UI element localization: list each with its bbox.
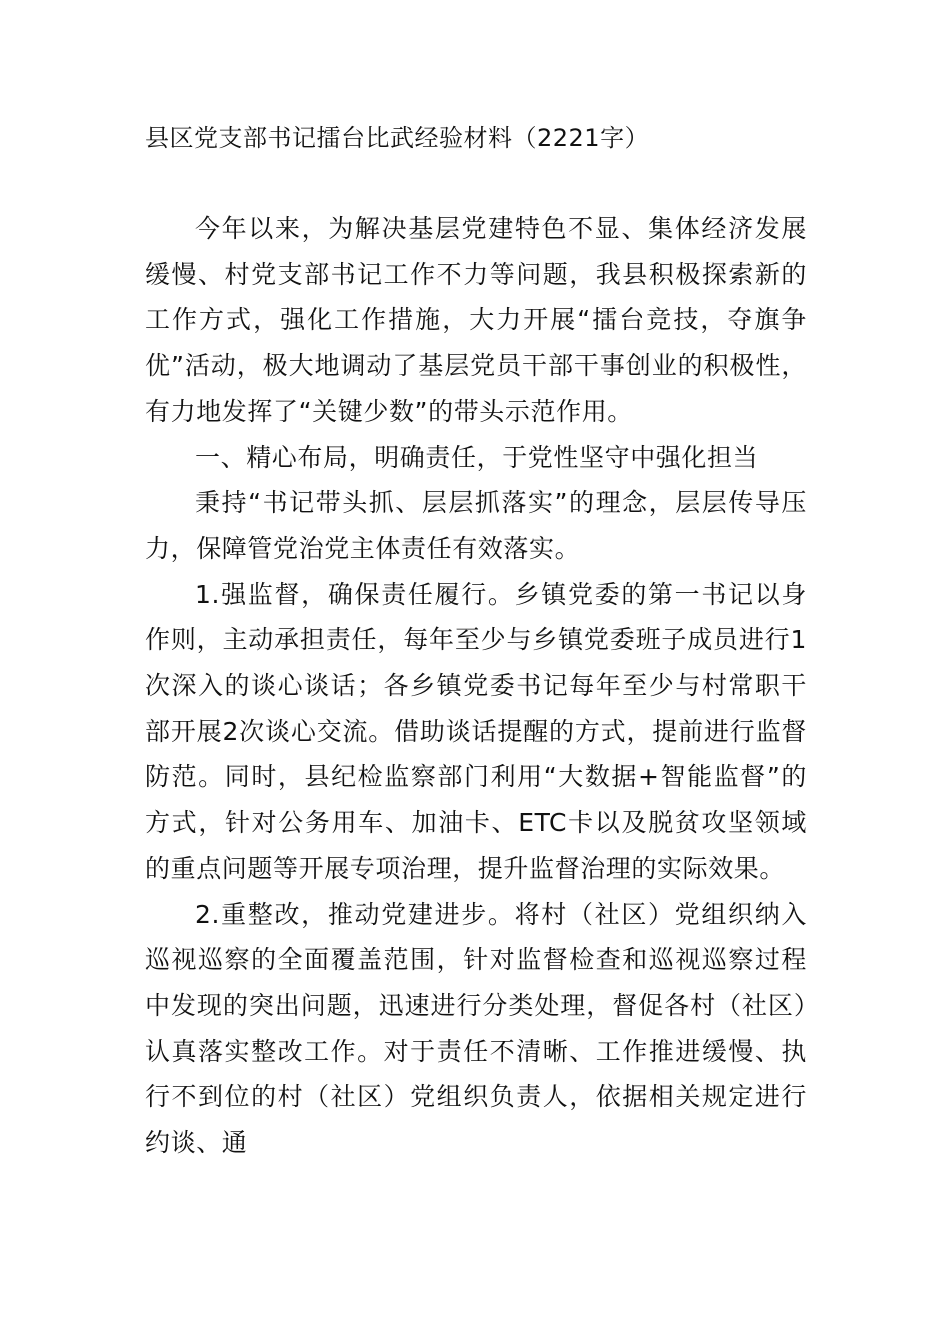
paragraph-section-1-intro: 秉持“书记带头抓、层层抓落实”的理念，层层传导压力，保障管党治党主体责任有效落实。 — [145, 488, 807, 563]
document-body — [145, 206, 807, 1166]
paragraph-item-1: 1.强监督，确保责任履行。乡镇党委的第一书记以身作则，主动承担责任，每年至少与乡镇党委班子成员进行1次深入的谈心谈话；各乡镇党委书记每年至少与村常职干部开展2次谈心交流。借助谈话提醒的方式，提前进行监督防范。同时，县纪检监察部门利用“大数据+智能监督”的方式，针对公务用车、加油卡、ETC卡以及脱贫攻坚领域的重点问题等开展专项治理，提升监督治理的实际效果。 — [145, 579, 807, 883]
document-title: 县区党支部书记擂台比武经验材料（2221字） — [145, 124, 650, 152]
section-heading-1: 一、精心布局，明确责任，于党性坚守中强化担当 — [195, 442, 759, 472]
paragraph-item-2: 2.重整改，推动党建进步。将村（社区）党组织纳入巡视巡察的全面覆盖范围，针对监督检查和巡视巡察过程中发现的突出问题，迅速进行分类处理，督促各村（社区）认真落实整改工作。对于责任不清晰、工作推进缓慢、执行不到位的村（社区）党组织负责人，依据相关规定进行约谈、通 — [145, 899, 807, 1158]
paragraph-intro: 今年以来，为解决基层党建特色不显、集体经济发展缓慢、村党支部书记工作不力等问题，我县积极探索新的工作方式，强化工作措施，大力开展“擂台竞技，夺旗争优”活动，极大地调动了基层党员干部干事创业的积极性，有力地发挥了“关键少数”的带头示范作用。 — [145, 214, 807, 426]
